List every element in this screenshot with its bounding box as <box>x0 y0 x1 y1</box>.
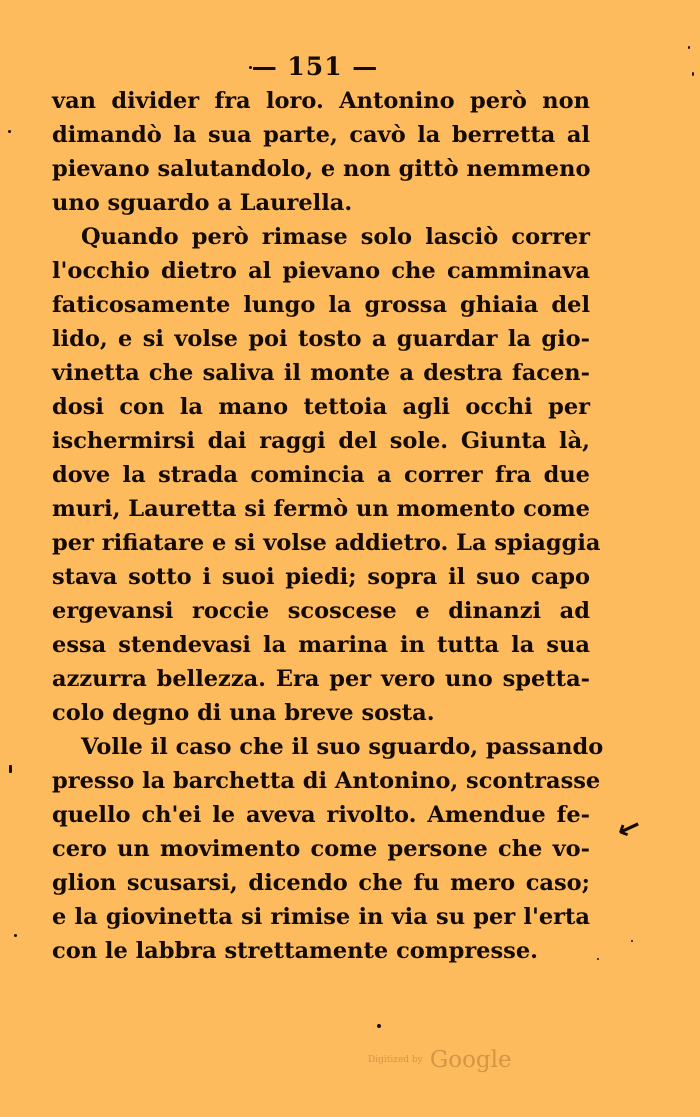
text-line: vinetta che saliva il monte a destra facen- <box>52 360 590 386</box>
text-line: faticosamente lungo la grossa ghiaia del <box>52 292 590 318</box>
page-number: — 151 — <box>251 52 379 81</box>
digitized-watermark <box>368 1047 512 1073</box>
text-line: Quando però rimase solo lasciò correr <box>81 224 590 250</box>
body-text <box>52 84 604 968</box>
scan-speck <box>377 1024 381 1028</box>
scan-speck <box>8 130 11 133</box>
text-line: quello ch'ei le aveva rivolto. Amendue fe- <box>52 802 590 828</box>
text-line: ischermirsi dai raggi del sole. Giunta là, <box>52 428 590 454</box>
google-logo: Google <box>429 1047 512 1073</box>
text-line: essa stendevasi la marina in tutta la sua <box>52 632 590 658</box>
scan-speck <box>9 765 12 773</box>
text-line: van divider fra loro. Antonino però non <box>52 88 590 114</box>
text-line: stava sotto i suoi piedi; sopra il suo capo <box>52 564 590 590</box>
text-line: muri, Lauretta si fermò un momento come <box>52 496 590 522</box>
scan-speck <box>14 934 17 937</box>
text-line: pievano salutandolo, e non gittò nemmeno <box>52 156 591 182</box>
margin-arrow-icon: ↙ <box>612 808 646 849</box>
scan-speck <box>692 72 694 76</box>
scan-speck <box>597 958 599 960</box>
text-line: cero un movimento come persone che vo- <box>52 836 590 862</box>
text-line: azzurra bellezza. Era per vero uno spetta- <box>52 666 590 692</box>
text-line: dosi con la mano tettoia agli occhi per <box>52 394 590 420</box>
scan-speck <box>631 940 633 942</box>
text-line: glion scusarsi, dicendo che fu mero caso; <box>52 870 590 896</box>
text-line: e la giovinetta si rimise in via su per l'erta <box>52 904 590 930</box>
text-line: dove la strada comincia a correr fra due <box>52 462 590 488</box>
text-line: Volle il caso che il suo sguardo, passando <box>81 734 604 760</box>
text-line: presso la barchetta di Antonino, scontrasse <box>52 768 601 794</box>
text-line: ergevansi roccie scoscese e dinanzi ad <box>52 598 590 624</box>
text-line: lido, e si volse poi tosto a guardar la gio- <box>52 326 590 352</box>
text-line: uno sguardo a Laurella. <box>52 190 353 216</box>
scan-speck <box>688 46 690 49</box>
text-line: dimandò la sua parte, cavò la berretta al <box>52 122 590 148</box>
watermark-prefix: Digitized by <box>368 1055 423 1065</box>
text-line: per rifiatare e si volse addietro. La spiaggia <box>52 530 601 556</box>
scan-speck <box>249 66 252 69</box>
text-line: colo degno di una breve sosta. <box>52 700 435 726</box>
text-line: l'occhio dietro al pievano che camminava <box>52 258 590 284</box>
text-line: con le labbra strettamente compresse. <box>52 938 538 964</box>
